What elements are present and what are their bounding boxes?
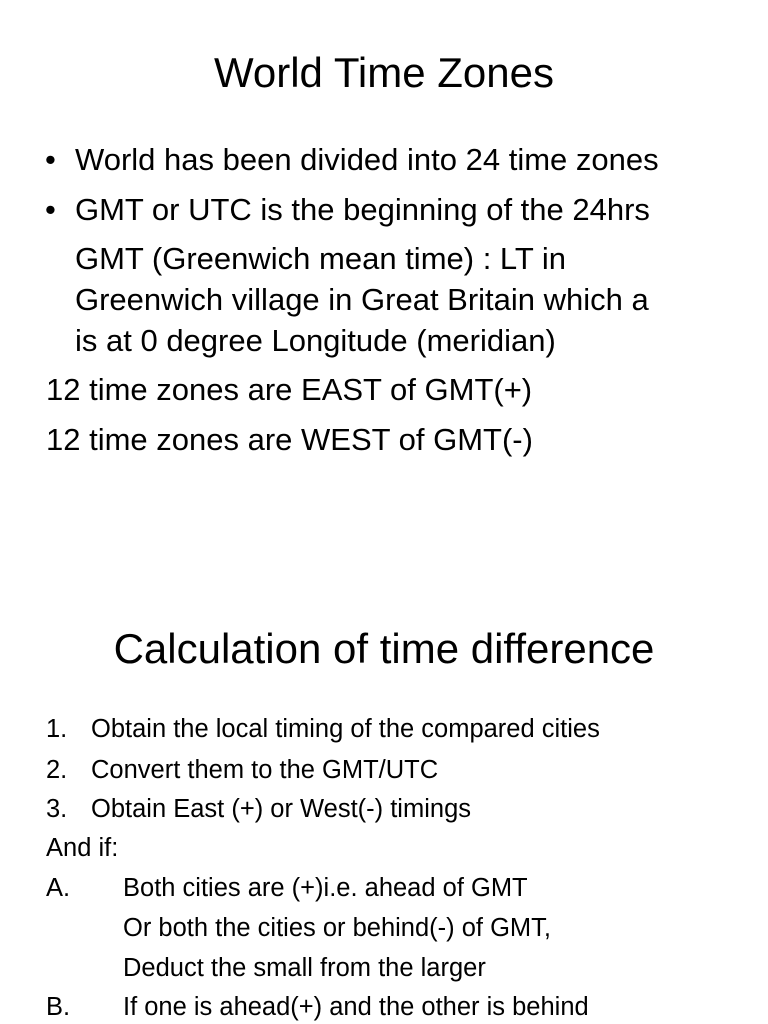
step-text: Obtain East (+) or West(-) timings	[91, 795, 471, 823]
case-letter: B.	[46, 993, 71, 1021]
slide-title-calculation: Calculation of time difference	[113, 625, 655, 672]
step-number: 3.	[46, 795, 68, 823]
step-number: 2.	[46, 756, 68, 784]
bullet-item: World has been divided into 24 time zones	[75, 142, 659, 177]
plain-line: 12 time zones are EAST of GMT(+)	[46, 372, 533, 407]
case-line: Deduct the small from the larger	[123, 954, 486, 982]
bullet-icon: •	[45, 192, 56, 227]
case-line: Both cities are (+)i.e. ahead of GMT	[123, 874, 528, 902]
and-if-label: And if:	[46, 834, 119, 862]
case-line: If one is ahead(+) and the other is behind	[123, 993, 589, 1021]
step-text: Obtain the local timing of the compared cities	[91, 715, 600, 743]
case-letter: A.	[46, 874, 71, 902]
continuation-line: GMT (Greenwich mean time) : LT in	[75, 241, 566, 276]
slide-title-world-time-zones: World Time Zones	[214, 49, 554, 96]
continuation-line: is at 0 degree Longitude (meridian)	[75, 323, 556, 358]
plain-line: 12 time zones are WEST of GMT(-)	[46, 422, 533, 457]
bullet-item: GMT or UTC is the beginning of the 24hrs	[75, 192, 650, 227]
step-number: 1.	[46, 715, 68, 743]
case-line: Or both the cities or behind(-) of GMT,	[123, 914, 551, 942]
step-text: Convert them to the GMT/UTC	[91, 756, 439, 784]
bullet-icon: •	[45, 142, 56, 177]
continuation-line: Greenwich village in Great Britain which a	[75, 282, 649, 317]
